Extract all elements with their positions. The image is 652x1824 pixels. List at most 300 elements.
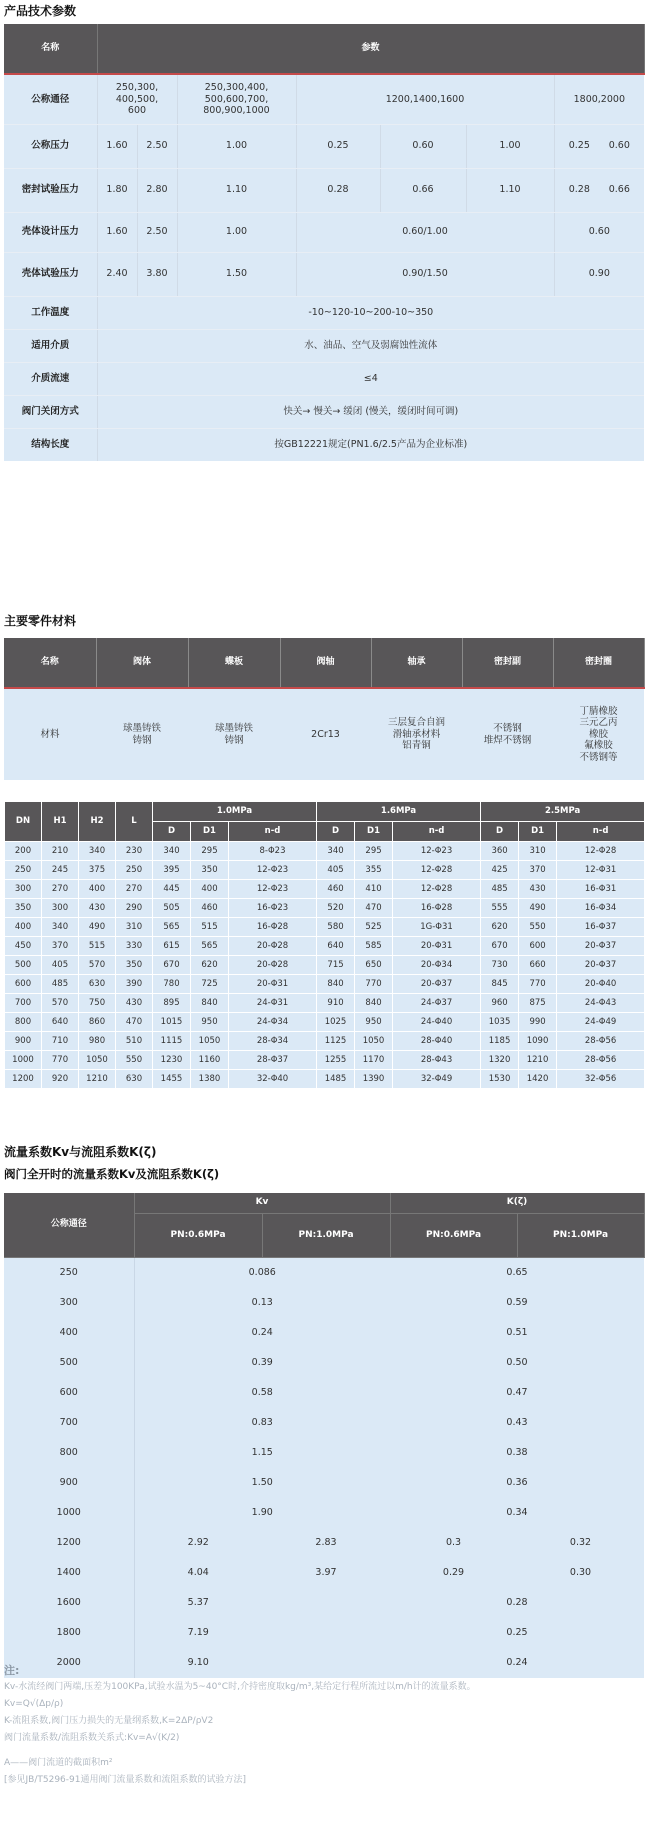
flow-cell: 500: [4, 1348, 134, 1378]
dim-cell: 950: [355, 1013, 393, 1032]
dim-cell: 460: [191, 899, 229, 918]
velocity-label: 介质流速: [4, 362, 97, 395]
flow-section-title: 流量系数Kv与流阻系数K(ζ): [4, 1145, 157, 1159]
dim-cell: 12-Φ28: [393, 861, 481, 880]
dim-cell: 750: [79, 994, 116, 1013]
flow-cell: 1.90: [134, 1498, 390, 1528]
parts-header-seal-ring: 密封圈: [553, 638, 644, 688]
dim-cell: 1050: [79, 1051, 116, 1070]
work-temp-value: -10~120-10~200-10~350: [97, 296, 644, 329]
dim-header-dn: DN: [5, 802, 42, 842]
dim-cell: 405: [42, 956, 79, 975]
flow-cell: 0.65: [390, 1257, 644, 1288]
dim-cell: 650: [355, 956, 393, 975]
dim-cell: 1420: [519, 1070, 557, 1089]
dim-cell: 1015: [153, 1013, 191, 1032]
dim-cell: 1455: [153, 1070, 191, 1089]
dim-cell: 370: [519, 861, 557, 880]
dim-header-nd: n-d: [557, 822, 645, 842]
shell-test-pressure-value: 1.50: [177, 252, 296, 296]
parts-cell: 2Cr13: [280, 688, 371, 780]
dim-cell: 32-Φ56: [557, 1070, 645, 1089]
nominal-pressure-value: 2.50: [137, 124, 177, 168]
dim-cell: 615: [153, 937, 191, 956]
dim-cell: 340: [79, 842, 116, 861]
dim-cell: 390: [116, 975, 153, 994]
parts-cell: 丁腈橡胶 三元乙丙 橡胶 氟橡胶 不锈钢等: [553, 688, 644, 780]
dim-cell: 660: [519, 956, 557, 975]
shell-design-pressure-value: 1.60: [97, 212, 137, 252]
dim-cell: 1050: [355, 1032, 393, 1051]
dim-cell: 32-Φ49: [393, 1070, 481, 1089]
dim-cell: 310: [116, 918, 153, 937]
dim-cell: 24-Φ40: [393, 1013, 481, 1032]
dim-cell: 405: [317, 861, 355, 880]
table-row: [5, 1013, 645, 1032]
dim-cell: 1390: [355, 1070, 393, 1089]
parts-header-seal-pair: 密封副: [462, 638, 553, 688]
notes-line: 阀门流量系数/流阻系数关系式:Kv=A√(K/2): [4, 1733, 180, 1743]
dim-cell: 28-Φ56: [557, 1051, 645, 1070]
dim-cell: 12-Φ28: [557, 842, 645, 861]
dim-cell: 300: [5, 880, 42, 899]
dim-cell: 200: [5, 842, 42, 861]
dim-cell: 770: [519, 975, 557, 994]
shell-test-pressure-value: 0.90/1.50: [296, 252, 554, 296]
flow-cell: 1000: [4, 1498, 134, 1528]
dim-cell: 620: [481, 918, 519, 937]
dim-cell: 1255: [317, 1051, 355, 1070]
parts-cell: 球墨铸铁 铸钢: [96, 688, 188, 780]
nominal-diameter-value: 250,300,400, 500,600,700, 800,900,1000: [177, 74, 296, 124]
flow-cell: 1600: [4, 1588, 134, 1618]
notes: [4, 1662, 644, 1789]
dim-cell: 410: [355, 880, 393, 899]
dim-cell: 1200: [5, 1070, 42, 1089]
dim-header-nd: n-d: [393, 822, 481, 842]
parts-header-body: 阀体: [96, 638, 188, 688]
dim-cell: 24-Φ37: [393, 994, 481, 1013]
dim-cell: 840: [355, 994, 393, 1013]
dim-cell: 670: [481, 937, 519, 956]
flow-header-pn06: PN:0.6MPa: [390, 1213, 517, 1257]
dim-header-l: L: [116, 802, 153, 842]
flow-cell: 1.50: [134, 1468, 390, 1498]
dim-cell: 780: [153, 975, 191, 994]
dim-cell: 20-Φ31: [229, 975, 317, 994]
table-row: [4, 1257, 644, 1288]
dim-cell: 310: [519, 842, 557, 861]
dim-header-pressure: 2.5MPa: [481, 802, 645, 822]
dim-cell: 20-Φ31: [393, 937, 481, 956]
flow-header-kv: Kv: [134, 1193, 390, 1213]
dim-cell: 12-Φ23: [229, 880, 317, 899]
table-row: [4, 1468, 644, 1498]
flow-cell: 0.30: [517, 1558, 644, 1588]
dim-cell: 800: [5, 1013, 42, 1032]
dim-cell: 875: [519, 994, 557, 1013]
flow-cell: 7.19: [134, 1618, 262, 1648]
dim-cell: 900: [5, 1032, 42, 1051]
flow-cell: 3.97: [262, 1558, 390, 1588]
dim-cell: 1125: [317, 1032, 355, 1051]
flow-cell: 0.086: [134, 1257, 390, 1288]
dim-cell: 210: [42, 842, 79, 861]
close-mode-value: 快关→ 慢关→ 缓闭 (慢关，缓闭时间可调): [97, 395, 644, 428]
nominal-pressure-value: 0.60: [380, 124, 466, 168]
dim-cell: 340: [42, 918, 79, 937]
dim-cell: 330: [116, 937, 153, 956]
flow-cell: 2.83: [262, 1528, 390, 1558]
dim-cell: 710: [42, 1032, 79, 1051]
dim-header-d1: D1: [191, 822, 229, 842]
parts-cell: 不锈钢 堆焊不锈钢: [462, 688, 553, 780]
flow-cell: [262, 1618, 390, 1648]
flow-header-pn10: PN:1.0MPa: [262, 1213, 390, 1257]
flow-cell: 0.24: [390, 1648, 644, 1678]
dim-cell: 1530: [481, 1070, 519, 1089]
nominal-diameter-value: 1800,2000: [554, 74, 644, 124]
flow-header-pn10: PN:1.0MPa: [517, 1213, 644, 1257]
dim-cell: 340: [317, 842, 355, 861]
dim-cell: 490: [519, 899, 557, 918]
dim-cell: 20-Φ37: [557, 956, 645, 975]
medium-value: 水、油品、空气及弱腐蚀性流体: [97, 329, 644, 362]
dim-cell: 640: [317, 937, 355, 956]
dim-cell: 20-Φ34: [393, 956, 481, 975]
dim-cell: 400: [191, 880, 229, 899]
dim-cell: 24-Φ43: [557, 994, 645, 1013]
seal-test-pressure-value: [554, 168, 644, 212]
dim-cell: 270: [116, 880, 153, 899]
shell-design-pressure-value: 0.60: [554, 212, 644, 252]
dim-cell: 700: [5, 994, 42, 1013]
dim-cell: 400: [79, 880, 116, 899]
dim-cell: 565: [191, 937, 229, 956]
length-label: 结构长度: [4, 428, 97, 461]
dim-header-h2: H2: [79, 802, 116, 842]
flow-cell: 0.38: [390, 1438, 644, 1468]
dim-cell: 1160: [191, 1051, 229, 1070]
dim-cell: 445: [153, 880, 191, 899]
flow-section-subtitle: 阀门全开时的流量系数Kv及流阻系数K(ζ): [4, 1167, 220, 1181]
table-row: [4, 1498, 644, 1528]
dim-cell: 20-Φ28: [229, 937, 317, 956]
nominal-diameter-value: 250,300, 400,500, 600: [97, 74, 177, 124]
table-row: [4, 1438, 644, 1468]
table-row: [4, 1378, 644, 1408]
dim-cell: 350: [191, 861, 229, 880]
dim-cell: 1320: [481, 1051, 519, 1070]
dim-cell: 300: [42, 899, 79, 918]
dim-cell: 640: [42, 1013, 79, 1032]
dim-cell: 12-Φ31: [557, 861, 645, 880]
dim-cell: 290: [116, 899, 153, 918]
dim-cell: 630: [116, 1070, 153, 1089]
dim-cell: 585: [355, 937, 393, 956]
flow-cell: 0.13: [134, 1288, 390, 1318]
dim-cell: 725: [191, 975, 229, 994]
seal-test-pressure-value: 2.80: [137, 168, 177, 212]
dim-cell: 350: [5, 899, 42, 918]
nominal-pressure-label: 公称压力: [4, 124, 97, 168]
flow-header-pn06: PN:0.6MPa: [134, 1213, 262, 1257]
parts-header-bearing: 轴承: [371, 638, 462, 688]
shell-design-pressure-value: 1.00: [177, 212, 296, 252]
table-row: [4, 1618, 644, 1648]
dim-header-pressure: 1.0MPa: [153, 802, 317, 822]
shell-test-pressure-value: 2.40: [97, 252, 137, 296]
dim-header-d: D: [317, 822, 355, 842]
dim-cell: 570: [42, 994, 79, 1013]
dim-cell: 16-Φ31: [557, 880, 645, 899]
dim-cell: 28-Φ43: [393, 1051, 481, 1070]
dim-cell: 485: [42, 975, 79, 994]
flow-cell: 600: [4, 1378, 134, 1408]
dim-cell: 16-Φ28: [393, 899, 481, 918]
shell-test-pressure-value: 3.80: [137, 252, 177, 296]
flow-cell: 0.51: [390, 1318, 644, 1348]
dim-cell: 895: [153, 994, 191, 1013]
parts-header-name: 名称: [4, 638, 96, 688]
table-row: [5, 937, 645, 956]
dim-cell: 16-Φ23: [229, 899, 317, 918]
dim-cell: 1115: [153, 1032, 191, 1051]
flow-cell: 0.43: [390, 1408, 644, 1438]
dimension-table-body: [5, 842, 645, 1089]
flow-cell: 400: [4, 1318, 134, 1348]
dim-cell: 1210: [519, 1051, 557, 1070]
dim-cell: 550: [116, 1051, 153, 1070]
dim-cell: 16-Φ34: [557, 899, 645, 918]
flow-cell: 0.39: [134, 1348, 390, 1378]
dim-cell: 670: [153, 956, 191, 975]
dim-cell: 600: [519, 937, 557, 956]
dim-cell: 580: [317, 918, 355, 937]
table-row: [4, 1558, 644, 1588]
dim-cell: 28-Φ40: [393, 1032, 481, 1051]
flow-cell: [262, 1588, 390, 1618]
nominal-pressure-value: 1.00: [177, 124, 296, 168]
dim-cell: 230: [116, 842, 153, 861]
spec-section-title: 产品技术参数: [4, 4, 77, 18]
nominal-pressure-value: 0.25: [296, 124, 380, 168]
dim-cell: 920: [42, 1070, 79, 1089]
dim-cell: 32-Φ40: [229, 1070, 317, 1089]
notes-line: A——阀门流道的截面积m²: [4, 1758, 113, 1768]
table-row: [5, 975, 645, 994]
dim-cell: 990: [519, 1013, 557, 1032]
table-row: [5, 994, 645, 1013]
dim-cell: 1380: [191, 1070, 229, 1089]
flow-cell: 1800: [4, 1618, 134, 1648]
dim-cell: 1000: [5, 1051, 42, 1070]
parts-header-shaft: 阀轴: [280, 638, 371, 688]
dim-cell: 1090: [519, 1032, 557, 1051]
dim-cell: 1G-Φ31: [393, 918, 481, 937]
dim-cell: 24-Φ34: [229, 1013, 317, 1032]
table-row: [4, 1348, 644, 1378]
medium-label: 适用介质: [4, 329, 97, 362]
shell-design-pressure-value: 2.50: [137, 212, 177, 252]
dim-cell: 485: [481, 880, 519, 899]
flow-cell: 4.04: [134, 1558, 262, 1588]
flow-cell: 1200: [4, 1528, 134, 1558]
notes-formula: Kv=Q√(Δp/ρ): [4, 1699, 64, 1709]
dim-cell: 520: [317, 899, 355, 918]
dim-cell: 960: [481, 994, 519, 1013]
dim-cell: 555: [481, 899, 519, 918]
close-mode-label: 阀门关闭方式: [4, 395, 97, 428]
dimension-table: [4, 801, 645, 1089]
seal-test-pressure-value: 0.66: [380, 168, 466, 212]
dim-cell: 28-Φ56: [557, 1032, 645, 1051]
dim-cell: 295: [191, 842, 229, 861]
dim-cell: 450: [5, 937, 42, 956]
flow-cell: 0.28: [390, 1588, 644, 1618]
dim-cell: 28-Φ37: [229, 1051, 317, 1070]
seal-test-pressure-value: 0.28: [296, 168, 380, 212]
dim-cell: 840: [317, 975, 355, 994]
flow-cell: 900: [4, 1468, 134, 1498]
nominal-pressure-value: 1.60: [97, 124, 137, 168]
table-row: [5, 880, 645, 899]
dim-cell: 12-Φ23: [393, 842, 481, 861]
dim-header-nd: n-d: [229, 822, 317, 842]
nominal-pressure-value: 0.25: [568, 140, 590, 152]
dim-cell: 770: [42, 1051, 79, 1070]
dim-cell: 515: [191, 918, 229, 937]
dim-cell: 430: [519, 880, 557, 899]
dim-cell: 510: [116, 1032, 153, 1051]
dim-cell: 375: [79, 861, 116, 880]
dim-cell: 505: [153, 899, 191, 918]
dim-cell: 245: [42, 861, 79, 880]
flow-cell: 0.47: [390, 1378, 644, 1408]
table-row: [4, 1318, 644, 1348]
dim-cell: 630: [79, 975, 116, 994]
spec-header-name: 名称: [4, 24, 97, 74]
dim-cell: 525: [355, 918, 393, 937]
parts-table: [4, 638, 645, 780]
notes-title: 注:: [4, 1664, 20, 1677]
dim-cell: 270: [42, 880, 79, 899]
dim-cell: 1025: [317, 1013, 355, 1032]
dim-cell: 910: [317, 994, 355, 1013]
dim-cell: 20-Φ28: [229, 956, 317, 975]
flow-cell: 0.50: [390, 1348, 644, 1378]
table-row: [5, 899, 645, 918]
flow-cell: 1.15: [134, 1438, 390, 1468]
dim-cell: 550: [519, 918, 557, 937]
dim-cell: 620: [191, 956, 229, 975]
nominal-pressure-value: [554, 124, 644, 168]
flow-cell: 800: [4, 1438, 134, 1468]
flow-table: [4, 1193, 645, 1678]
flow-cell: 250: [4, 1257, 134, 1288]
dim-header-d: D: [153, 822, 191, 842]
dim-header-d: D: [481, 822, 519, 842]
dim-cell: 1050: [191, 1032, 229, 1051]
table-row: [5, 1032, 645, 1051]
dim-cell: 1185: [481, 1032, 519, 1051]
table-row: [5, 956, 645, 975]
dim-cell: 20-Φ37: [557, 937, 645, 956]
dim-cell: 600: [5, 975, 42, 994]
dim-cell: 24-Φ31: [229, 994, 317, 1013]
flow-cell: 0.36: [390, 1468, 644, 1498]
dim-cell: 845: [481, 975, 519, 994]
dim-cell: 20-Φ40: [557, 975, 645, 994]
nominal-diameter-label: 公称通径: [4, 74, 97, 124]
flow-table-body: [4, 1257, 644, 1678]
dim-cell: 565: [153, 918, 191, 937]
dim-cell: 425: [481, 861, 519, 880]
parts-section-title: 主要零件材料: [4, 614, 77, 628]
dim-cell: 12-Φ28: [393, 880, 481, 899]
dim-cell: 1485: [317, 1070, 355, 1089]
nominal-pressure-value: 1.00: [466, 124, 554, 168]
table-row: [5, 861, 645, 880]
dim-cell: 500: [5, 956, 42, 975]
dim-cell: 1035: [481, 1013, 519, 1032]
dim-cell: 8-Φ23: [229, 842, 317, 861]
dim-cell: 460: [317, 880, 355, 899]
dim-cell: 980: [79, 1032, 116, 1051]
flow-cell: 0.59: [390, 1288, 644, 1318]
flow-cell: 0.34: [390, 1498, 644, 1528]
dim-cell: 400: [5, 918, 42, 937]
dim-cell: 395: [153, 861, 191, 880]
seal-test-pressure-label: 密封试验压力: [4, 168, 97, 212]
dim-cell: 715: [317, 956, 355, 975]
shell-test-pressure-value: 0.90: [554, 252, 644, 296]
nominal-pressure-value: 0.60: [608, 140, 630, 152]
shell-design-pressure-value: 0.60/1.00: [296, 212, 554, 252]
dim-cell: 860: [79, 1013, 116, 1032]
parts-cell: 三层复合自润 滑轴承材料 铝青铜: [371, 688, 462, 780]
flow-cell: 0.32: [517, 1528, 644, 1558]
parts-cell: 球墨铸铁 铸钢: [188, 688, 280, 780]
table-row: [5, 842, 645, 861]
length-value: 按GB12221规定(PN1.6/2.5产品为企业标准): [97, 428, 644, 461]
dim-cell: 1170: [355, 1051, 393, 1070]
dim-cell: 28-Φ34: [229, 1032, 317, 1051]
table-row: [4, 1288, 644, 1318]
flow-cell: 5.37: [134, 1588, 262, 1618]
flow-cell: 0.3: [390, 1528, 517, 1558]
table-row: [5, 1051, 645, 1070]
flow-cell: 1400: [4, 1558, 134, 1588]
dim-cell: 360: [481, 842, 519, 861]
shell-design-pressure-label: 壳体设计压力: [4, 212, 97, 252]
table-row: [5, 1070, 645, 1089]
flow-cell: 700: [4, 1408, 134, 1438]
seal-test-pressure-value: 1.10: [177, 168, 296, 212]
spec-header-params: 参数: [97, 24, 644, 74]
dim-header-h1: H1: [42, 802, 79, 842]
dim-header-d1: D1: [355, 822, 393, 842]
nominal-diameter-value: 1200,1400,1600: [296, 74, 554, 124]
dim-cell: 250: [5, 861, 42, 880]
flow-cell: 0.25: [390, 1618, 644, 1648]
table-row: [5, 918, 645, 937]
shell-test-pressure-label: 壳体试验压力: [4, 252, 97, 296]
dim-cell: 24-Φ49: [557, 1013, 645, 1032]
dim-cell: 470: [116, 1013, 153, 1032]
dim-cell: 16-Φ28: [229, 918, 317, 937]
seal-test-pressure-value: 1.80: [97, 168, 137, 212]
